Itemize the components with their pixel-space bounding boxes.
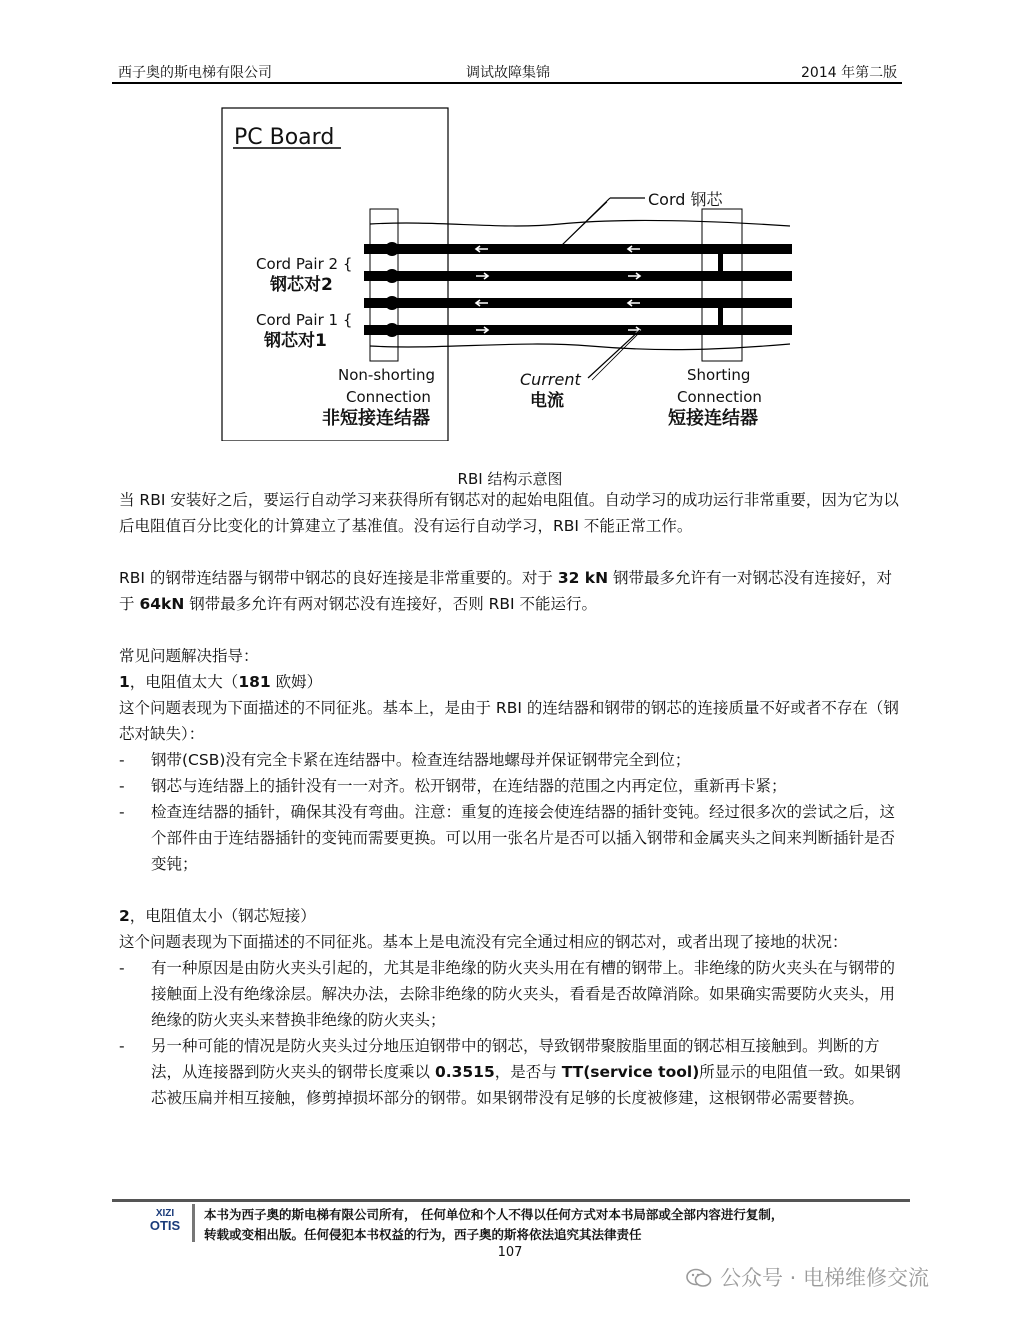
non-shorting-connector — [370, 209, 398, 361]
bullet-dash: - — [119, 777, 125, 795]
cord-3 — [364, 298, 792, 308]
text-run: ，是否与 — [494, 1063, 562, 1081]
cord-pair2-label-en: Cord Pair 2 { — [256, 255, 353, 273]
section-1-heading — [119, 669, 905, 695]
text-run: 欧姆） — [270, 673, 323, 691]
logo-bottom-text: OTIS — [149, 1218, 181, 1233]
text-run: 钢带最多允许有两对钢芯没有连接好，否则 RBI 不能运行。 — [184, 595, 598, 613]
paragraph-autolearn: 当 RBI 安装好之后，要运行自动学习来获得所有钢芯对的起始电阻值。自动学习的成功运行非常重要，因为它为以后电阻值百分比变化的计算建立了基准值。没有运行自动学习，RBI 不能正常工作。 — [119, 491, 899, 535]
logo-top-text: XIZI — [155, 1208, 175, 1219]
cord-pair2-label-cn: 钢芯对2 — [270, 275, 333, 295]
non-shorting-label-en2: Connection — [346, 388, 431, 406]
cord-1 — [364, 244, 792, 254]
value-03515: 0.3515 — [434, 1063, 495, 1081]
section-2-heading — [119, 903, 905, 929]
text-run: 另一种可能的情况是防火夹头过分地压迫钢带中的钢芯，导致钢带聚胺脂里面的钢芯相互接触到。判断的方法，从连接器到防火夹头的钢带长度乘以 — [151, 1037, 880, 1081]
section-2-paragraph: 这个问题表现为下面描述的不同征兆。基本上是电流没有完全通过相应的钢芯对，或者出现了接地的状况： — [119, 933, 848, 951]
bullet-dash: - — [119, 1037, 125, 1055]
body-text — [119, 487, 905, 1111]
section-number: 1 — [119, 673, 130, 691]
section-1-paragraph: 这个问题表现为下面描述的不同征兆。基本上，是由于 RBI 的连结器和钢带的钢芯的连接质量不好或者不存在（钢芯对缺失）： — [119, 699, 899, 743]
watermark — [686, 1262, 929, 1292]
bullet-text: 检查连结器的插针，确保其没有弯曲。注意：重复的连接会使连结器的插针变钝。经过很多次的尝试之后，这个部件由于连结器插针的变钝而需要更换。可以用一张名片是否可以插入钢带和金属夹头之间来判断插针是否变钝； — [151, 803, 896, 873]
bullet-dash: - — [119, 959, 125, 977]
header-title: 调试故障集锦 — [466, 65, 550, 81]
xizi-otis-logo — [140, 1208, 190, 1233]
shorting-label-cn: 短接连结器 — [668, 408, 758, 429]
logo-divider — [192, 1204, 195, 1242]
bullet-item — [119, 955, 905, 1033]
figure-caption: RBI 结构示意图 — [457, 470, 563, 488]
copyright-notice — [204, 1205, 783, 1245]
cord-pair1-label-cn: 钢芯对1 — [264, 331, 327, 351]
non-shorting-label-en1: Non-shorting — [338, 366, 436, 384]
text-run: RBI 的钢带连结器与钢带中钢芯的良好连接是非常重要的。对于 — [119, 569, 558, 587]
value-service-tool: TT(service tool) — [561, 1063, 700, 1081]
watermark-text: 公众号 · 电梯维修交流 — [720, 1266, 930, 1290]
bullet-text: 有一种原因是由防火夹头引起的，尤其是非绝缘的防火夹头用在有槽的钢带上。非绝缘的防火夹头在与钢带的接触面上没有绝缘涂层。解决办法，去除非绝缘的防火夹头，看看是否故障消除。如果确实需要防火夹头，用绝缘的防火夹头来替换非绝缘的防火夹头； — [151, 959, 896, 1029]
shorting-label-en2: Connection — [677, 388, 762, 406]
current-pointer-line — [588, 330, 640, 378]
header-company: 西子奥的斯电梯有限公司 — [118, 65, 272, 81]
shorting-label-en1: Shorting — [687, 366, 751, 384]
bullet-text: 钢带(CSB)没有完全卡紧在连结器中。检查连结器地螺母并保证钢带完全到位； — [151, 751, 691, 769]
guide-title: 常见问题解决指导： — [119, 647, 259, 665]
cord-pair1-label-en: Cord Pair 1 { — [256, 311, 353, 329]
bullet-item — [119, 747, 905, 773]
bullet-item — [119, 773, 905, 799]
page-number: 107 — [497, 1245, 523, 1260]
belt-bottom-edge — [370, 344, 790, 350]
pin-1 — [385, 242, 399, 256]
rbi-structure-diagram — [220, 96, 800, 441]
pin-4 — [385, 323, 399, 337]
bullet-item — [119, 1033, 905, 1111]
footer-rule — [112, 1199, 910, 1202]
cord-4 — [364, 325, 792, 335]
bullet-text: 钢芯与连结器上的插针没有一一对齐。松开钢带，在连结器的范围之内再定位，重新再卡紧； — [151, 777, 787, 795]
value-64kn: 64kN — [139, 595, 185, 613]
current-label-cn: 电流 — [530, 391, 564, 411]
short-bridge-pair2 — [718, 252, 723, 274]
bullet-item — [119, 799, 905, 877]
non-shorting-label-cn: 非短接连结器 — [322, 408, 430, 429]
copyright-line-2: 转载或变相出版。任何侵犯本书权益的行为，西子奥的斯将依法追究其法律责任 — [204, 1227, 642, 1242]
section-number: 2 — [119, 907, 130, 925]
bullet-text — [151, 1037, 901, 1107]
bullet-dash: - — [119, 803, 125, 821]
current-pointer-line-2 — [592, 332, 640, 380]
pin-2 — [385, 269, 399, 283]
value-32kn: 32 kN — [557, 569, 609, 587]
text-run: ，电阻值太大（ — [129, 673, 239, 691]
current-label-en: Current — [520, 370, 581, 389]
value-181: 181 — [238, 673, 271, 691]
pin-3 — [385, 296, 399, 310]
paragraph-connector — [119, 565, 905, 617]
cord-label: Cord 钢芯 — [648, 190, 723, 209]
copyright-line-1: 本书为西子奥的斯电梯有限公司所有， 任何单位和个人不得以任何方式对本书局部或全部内容进行复制， — [204, 1207, 784, 1222]
cord-pointer-diagonal-2 — [560, 202, 607, 247]
header-edition: 2014 年第二版 — [801, 65, 898, 81]
text-run: 钢带最多允许有一对钢芯没有连接好，对于 — [119, 569, 893, 613]
cord-2 — [364, 271, 792, 281]
belt-top-edge — [370, 220, 790, 226]
wechat-icon — [686, 1268, 712, 1288]
text-run: 所显示的电阻值一致。如果钢芯被压扁并相互接触，修剪掉损坏部分的钢带。如果钢带没有足够的长度被修建，这根钢带必需要替换。 — [151, 1063, 901, 1107]
shorting-connector — [702, 209, 742, 361]
header-rule — [112, 82, 902, 84]
bullet-dash: - — [119, 751, 125, 769]
pc-board-label: PC Board — [234, 125, 335, 150]
short-bridge-pair1 — [718, 306, 723, 328]
text-run: ，电阻值太小（钢芯短接） — [129, 907, 316, 925]
